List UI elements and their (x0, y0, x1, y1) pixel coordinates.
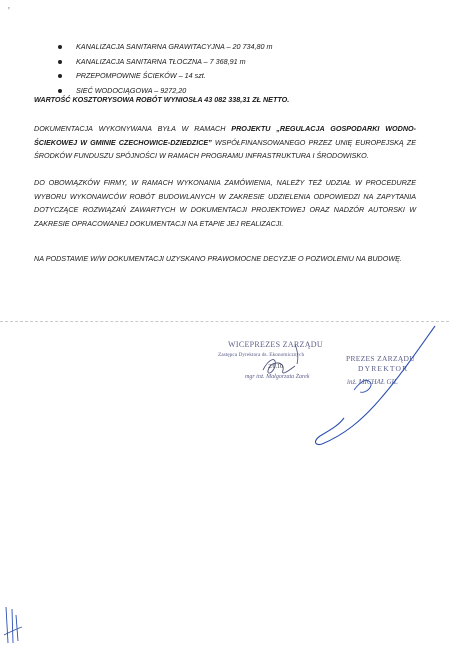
list-item: KANALIZACJA SANITARNA GRAWITACYJNA – 20 734,80 m (58, 40, 273, 55)
paragraph-duties: DO OBOWIĄZKÓW FIRMY, W RAMACH WYKONANIA ZAMÓWIENIA, NALEŻY TEŻ UDZIAŁ W PROCEDURZE WYBORU WYKONAWCÓW ROBÓT BUDOWLANYCH W ZAKRESIE UDZIELENIA ODPOWIEDZI NA ZAPYTANIA DOTYCZĄCE ROZWIĄZAŃ ZAWARTYCH W DOKUMENTACJI PROJEKTOWEJ ORAZ NADZÓR AUTORSKI W ZAKRESIE OPRACOWANEJ DOKUMENTACJI NA ETAPIE JEJ REALIZACJI. (34, 178, 416, 228)
list-item: SIEĆ WODOCIĄGOWA – 9272,20 (58, 84, 273, 99)
list-item: KANALIZACJA SANITARNA TŁOCZNA – 7 368,91 m (58, 55, 273, 70)
stamp-vice-president-role: Zastępca Dyrektora ds. Ekonomicznych (218, 352, 305, 358)
stamp-date: 2.6.10 (268, 364, 283, 370)
paragraph-project (34, 122, 416, 163)
stamp-vice-president-title: WICEPREZES ZARZĄDU (228, 340, 323, 349)
project-name: PROJEKTU „REGULACJA GOSPODARKI WODNO-ŚCIEKOWEJ W GMINIE CZECHOWICE-DZIEDZICE” (34, 124, 417, 147)
stamp-president-name: inż. MICHAŁ GIL (347, 378, 398, 386)
list-item: PRZEPOMPOWNIE ŚCIEKÓW – 14 szt. (58, 69, 273, 84)
quantities-list (58, 40, 273, 98)
right-signature (300, 320, 440, 450)
paragraph-text: DOKUMENTACJA WYKONYWANA BYŁA W RAMACH (34, 124, 232, 133)
stamp-president-title: PREZES ZARZĄDU (346, 354, 415, 363)
corner-mark: ' (8, 6, 10, 17)
paragraph-permits: NA PODSTAWIE W/W DOKUMENTACJI UZYSKANO PRAWOMOCNE DECYZJE O POZWOLENIU NA BUDOWĘ. (34, 254, 402, 263)
paragraph-text: WSPÓŁFINANSOWANEGO PRZEZ UNIĘ EUROPEJSKĄ ZE ŚRODKÓW FUNDUSZU SPÓJNOŚCI W RAMACH PROGRAMU INFRASTRUKTURA I ŚRODOWISKO. (34, 137, 416, 161)
stamp-vice-president-name: mgr inż. Małgorzata Żarek (245, 374, 310, 380)
cost-summary: WARTOŚĆ KOSZTORYSOWA ROBÓT WYNIOSŁA 43 082 338,31 ZŁ NETTO. (34, 95, 290, 104)
stamp-president-role: DYREKTOR (358, 364, 409, 373)
initials-mark (2, 605, 26, 645)
